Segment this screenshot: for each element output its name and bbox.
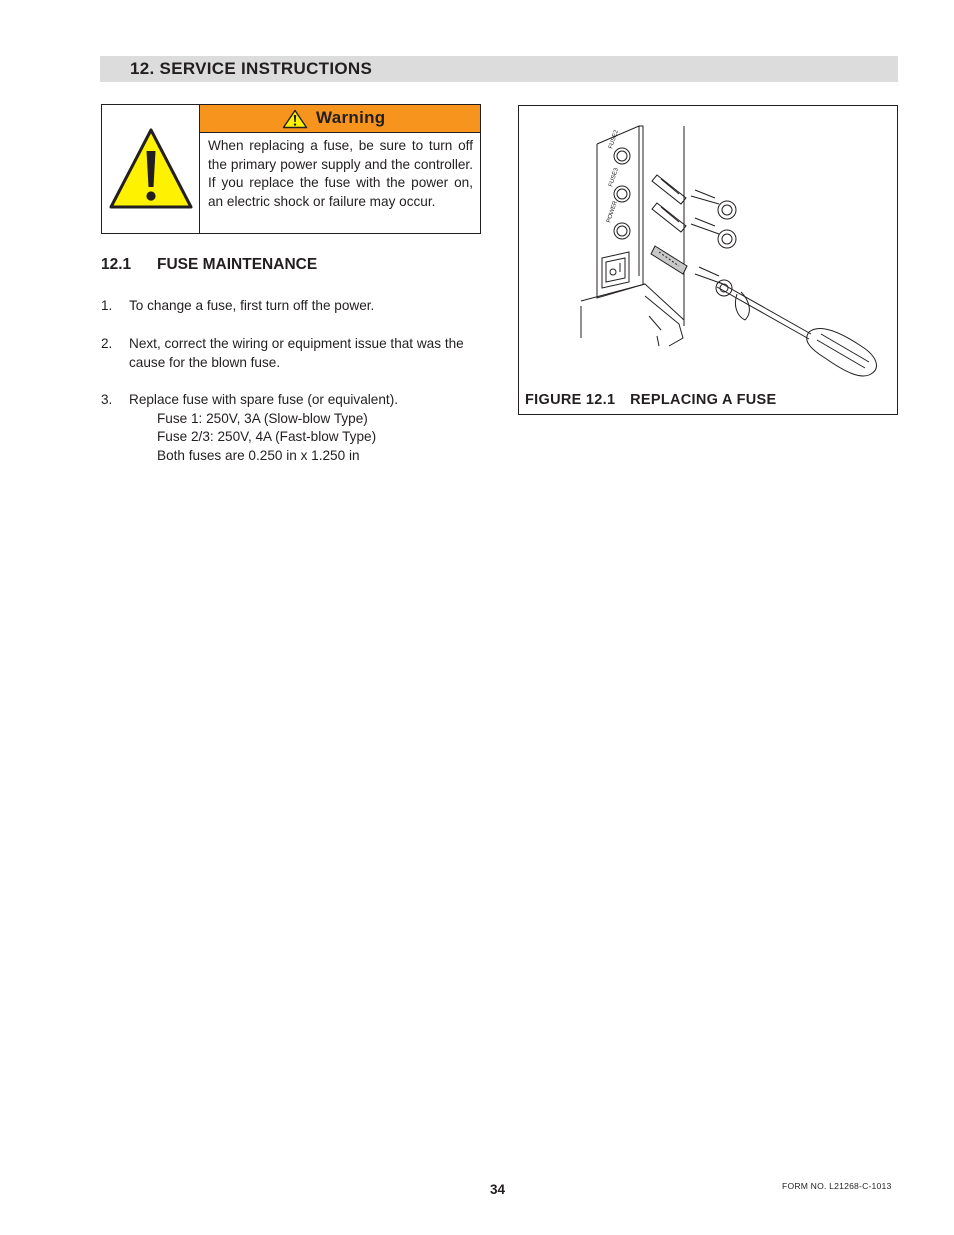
list-text: To change a fuse, first turn off the power.: [129, 298, 375, 313]
subheading-title: FUSE MAINTENANCE: [157, 256, 318, 273]
figure-box: [518, 105, 898, 415]
warning-triangle-icon: [108, 127, 194, 211]
warning-icon-cell: [102, 105, 200, 233]
section-subheading: [101, 256, 317, 274]
form-number: FORM NO. L21268-C-1013: [782, 1181, 892, 1191]
figure-caption: FIGURE 12.1 REPLACING A FUSE: [525, 392, 777, 408]
warning-header: [200, 105, 480, 133]
figure-label: POWER: [606, 200, 619, 224]
warning-header-label: Warning: [316, 108, 386, 127]
fuse-spec-line: Fuse 1: 250V, 3A (Slow-blow Type): [157, 411, 368, 426]
list-number: 3.: [101, 392, 113, 407]
fuse-replacement-illustration: [519, 106, 896, 386]
small-warning-triangle-icon: [282, 109, 308, 129]
section-title: 12. SERVICE INSTRUCTIONS: [130, 59, 373, 78]
subheading-number: 12.1: [101, 256, 132, 273]
page-number: 34: [490, 1182, 506, 1197]
list-number: 2.: [101, 336, 113, 351]
fuse-spec-line: Both fuses are 0.250 in x 1.250 in: [157, 448, 360, 463]
warning-text: When replacing a fuse, be sure to turn off the primary power supply and the controller. If you replace the fuse with the power on, an electric shock or failure may occur.: [208, 138, 473, 209]
figure-label: FUSE2: [608, 129, 620, 150]
warning-box: [101, 104, 481, 234]
section-header: [100, 56, 898, 82]
list-text: Next, correct the wiring or equipment issue that was the cause for the blown fuse.: [129, 336, 464, 370]
list-text: Replace fuse with spare fuse (or equivalent).: [129, 392, 398, 407]
fuse-spec-line: Fuse 2/3: 250V, 4A (Fast-blow Type): [157, 429, 377, 444]
figure-label: FUSE3: [608, 167, 620, 188]
list-number: 1.: [101, 298, 113, 313]
